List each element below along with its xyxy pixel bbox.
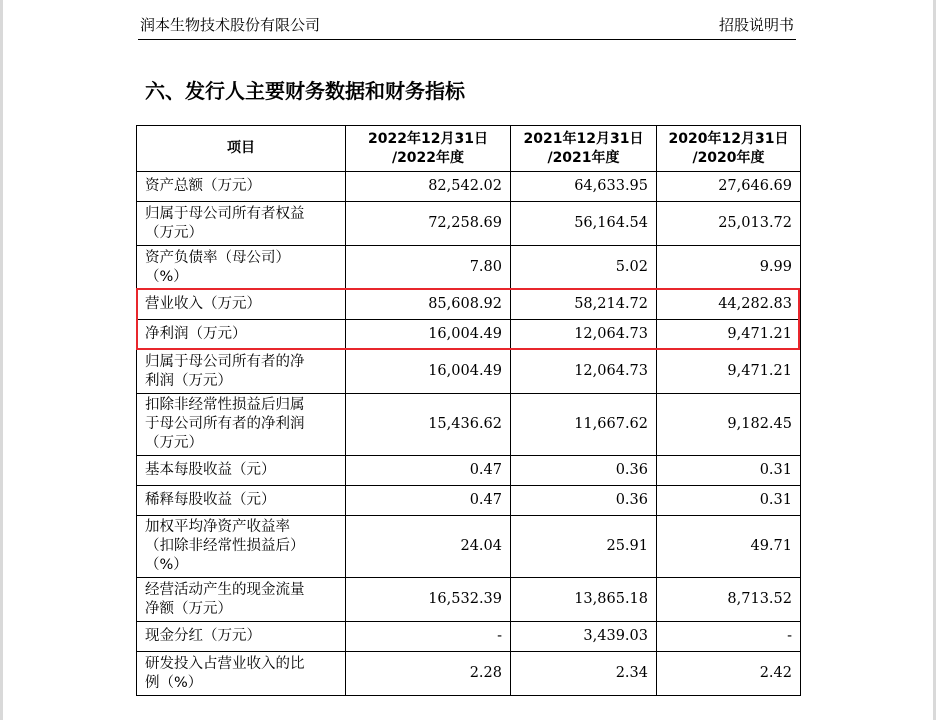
cell-value: - (346, 622, 511, 652)
cell-value: 25.91 (511, 516, 657, 578)
row-label: 加权平均净资产收益率 （扣除非经常性损益后） （%） (137, 516, 346, 578)
cell-value: 27,646.69 (657, 172, 801, 202)
row-label: 扣除非经常性损益后归属 于母公司所有者的净利润 （万元） (137, 394, 346, 456)
table-row (137, 172, 801, 202)
cell-value: 12,064.73 (511, 320, 657, 350)
cell-value: 7.80 (346, 246, 511, 290)
cell-value: - (657, 622, 801, 652)
cell-value: 2.28 (346, 652, 511, 696)
cell-value: 9,182.45 (657, 394, 801, 456)
cell-value: 2.42 (657, 652, 801, 696)
cell-value: 3,439.03 (511, 622, 657, 652)
row-label: 现金分红（万元） (137, 622, 346, 652)
table-row (137, 320, 801, 350)
table-row (137, 622, 801, 652)
column-header-2022: 2022年12月31日 /2022年度 (346, 126, 511, 172)
table-row (137, 486, 801, 516)
financial-table (136, 125, 801, 696)
cell-value: 8,713.52 (657, 578, 801, 622)
column-header-2021: 2021年12月31日 /2021年度 (511, 126, 657, 172)
cell-value: 25,013.72 (657, 202, 801, 246)
column-header-item: 项目 (137, 126, 346, 172)
cell-value: 16,004.49 (346, 320, 511, 350)
cell-value: 0.36 (511, 456, 657, 486)
table-row (137, 202, 801, 246)
row-label: 基本每股收益（元） (137, 456, 346, 486)
table-row (137, 394, 801, 456)
table-row (137, 516, 801, 578)
row-label: 经营活动产生的现金流量 净额（万元） (137, 578, 346, 622)
table-row (137, 578, 801, 622)
cell-value: 16,004.49 (346, 350, 511, 394)
row-label: 资产总额（万元） (137, 172, 346, 202)
cell-value: 11,667.62 (511, 394, 657, 456)
cell-value: 24.04 (346, 516, 511, 578)
cell-value: 0.31 (657, 456, 801, 486)
page-header (138, 10, 796, 40)
cell-value: 56,164.54 (511, 202, 657, 246)
row-label: 资产负债率（母公司） （%） (137, 246, 346, 290)
cell-value: 15,436.62 (346, 394, 511, 456)
row-label: 研发投入占营业收入的比 例（%） (137, 652, 346, 696)
cell-value: 9.99 (657, 246, 801, 290)
cell-value: 2.34 (511, 652, 657, 696)
row-label: 归属于母公司所有者的净 利润（万元） (137, 350, 346, 394)
cell-value: 0.31 (657, 486, 801, 516)
cell-value: 49.71 (657, 516, 801, 578)
cell-value: 0.36 (511, 486, 657, 516)
cell-value: 58,214.72 (511, 290, 657, 320)
row-label: 营业收入（万元） (137, 290, 346, 320)
row-label: 稀释每股收益（元） (137, 486, 346, 516)
cell-value: 85,608.92 (346, 290, 511, 320)
table-row (137, 652, 801, 696)
document-type: 招股说明书 (718, 16, 794, 34)
table-row (137, 456, 801, 486)
cell-value: 72,258.69 (346, 202, 511, 246)
cell-value: 9,471.21 (657, 350, 801, 394)
table-header-row (137, 126, 801, 172)
table-row (137, 246, 801, 290)
cell-value: 0.47 (346, 456, 511, 486)
row-label: 净利润（万元） (137, 320, 346, 350)
cell-value: 0.47 (346, 486, 511, 516)
cell-value: 12,064.73 (511, 350, 657, 394)
table-row (137, 290, 801, 320)
cell-value: 16,532.39 (346, 578, 511, 622)
cell-value: 44,282.83 (657, 290, 801, 320)
cell-value: 13,865.18 (511, 578, 657, 622)
company-name: 润本生物技术股份有限公司 (140, 16, 321, 34)
page-edge-left (0, 0, 3, 720)
cell-value: 5.02 (511, 246, 657, 290)
column-header-2020: 2020年12月31日 /2020年度 (657, 126, 801, 172)
section-title: 六、发行人主要财务数据和财务指标 (145, 79, 465, 103)
table-row (137, 350, 801, 394)
cell-value: 64,633.95 (511, 172, 657, 202)
row-label: 归属于母公司所有者权益 （万元） (137, 202, 346, 246)
cell-value: 82,542.02 (346, 172, 511, 202)
cell-value: 9,471.21 (657, 320, 801, 350)
